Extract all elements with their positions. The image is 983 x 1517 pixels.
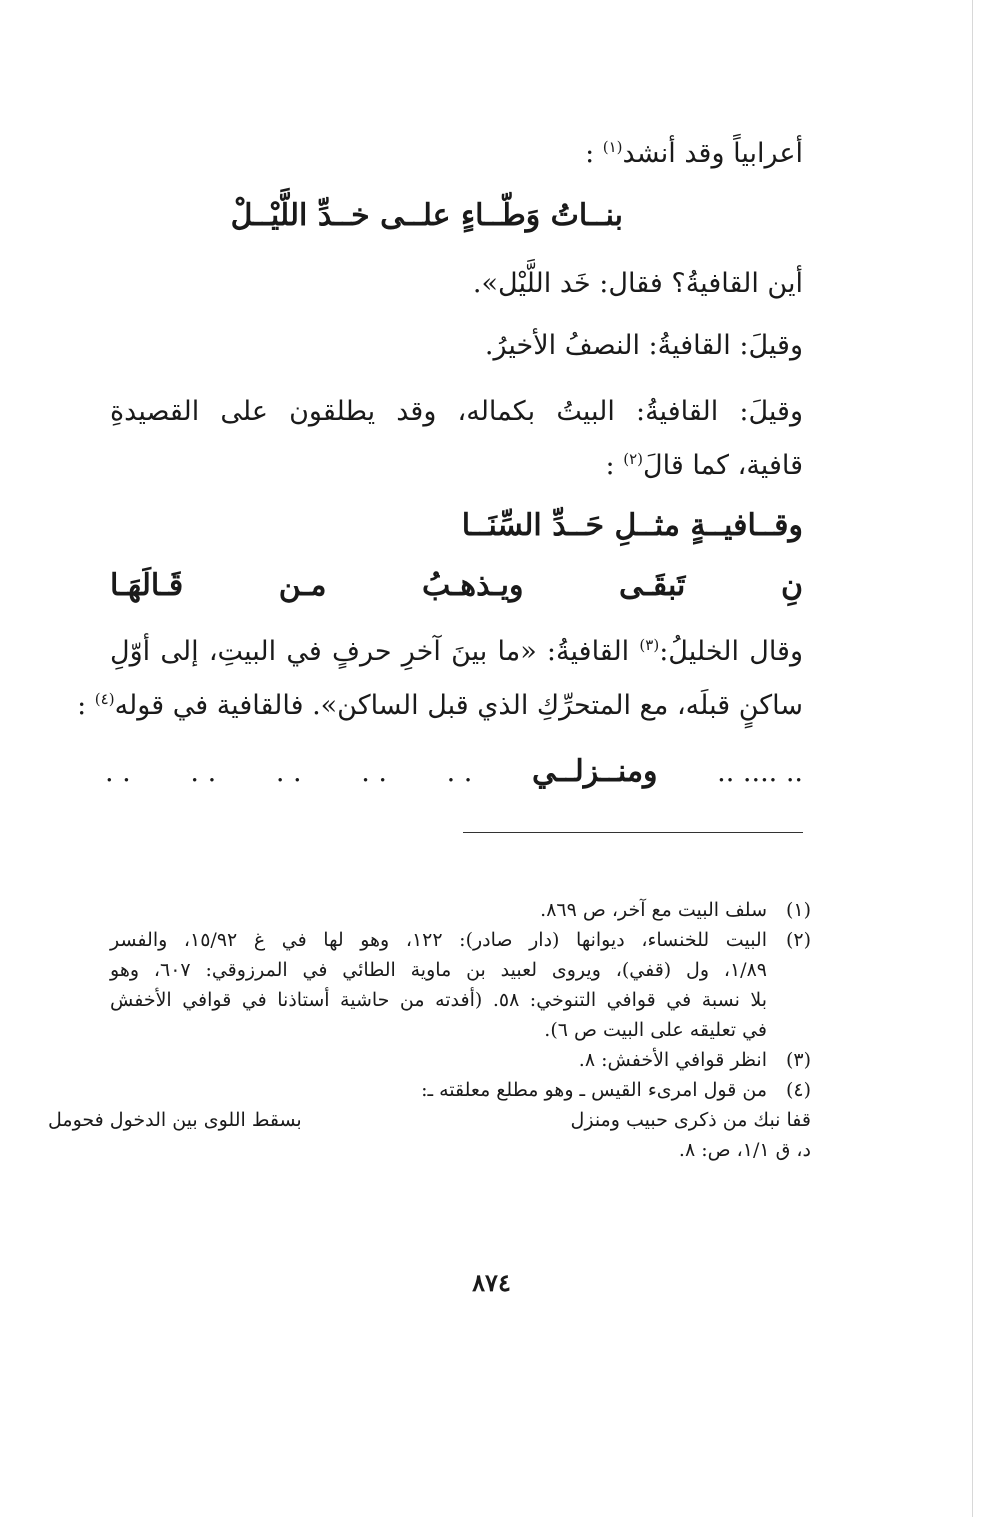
verse-1: بنــاتُ وَطّــاءٍ علــى خــدِّ اللَّيْــلْ [230, 198, 623, 233]
footnote-3 [110, 1045, 811, 1075]
body-line-9 [110, 632, 803, 672]
dotted-verse-dots: . . [361, 757, 387, 788]
dotted-verse-dots: . . [190, 757, 217, 788]
footnote-ref-1: (١) [602, 138, 623, 156]
footnote-2 [110, 925, 811, 1045]
footnote-1 [110, 895, 811, 925]
dotted-verse-dots: . . [275, 757, 302, 788]
body-line-3: أين القافيةُ؟ فقال: خَد اللَّيْل». [472, 268, 803, 299]
footnote-reference: د، ق ١/١، ص: ٨. [678, 1139, 811, 1161]
body-line-1-tail: : [585, 138, 603, 169]
dotted-verse-word: ومنــزلــي [532, 754, 658, 789]
footnote-number: (٢) [785, 929, 811, 951]
footnote-line: البيت للخنساء، ديوانها (دار صادر): ١٢٢، وهو لها في غ ١٥/٩٢، والفسر [110, 929, 767, 951]
footnote-ref-4: (٤) [94, 690, 115, 708]
dotted-verse-dots: . . [446, 757, 473, 788]
dotted-verse-dots-right: .. .... .. [717, 757, 803, 788]
footnote-separator [463, 832, 803, 833]
body-line-6 [110, 446, 803, 486]
footnote-line: بلا نسبة في قوافي التنوخي: ٥٨. (أفدته من حاشية أستاذنا في قوافي الأخفش [110, 989, 767, 1011]
body-line-9-post: القافيةُ: «ما بينَ آخرِ حرفٍ في البيتِ، إلى أوّلِ [110, 636, 640, 667]
footnote-line: انظر قوافي الأخفش: ٨. [578, 1049, 767, 1071]
footnote-poem [48, 1105, 811, 1135]
footnote-4 [48, 1075, 811, 1165]
footnote-number: (٤) [785, 1079, 811, 1101]
verse-3: نِ تَبقَـى ويـذهـبُ مـن قَـالَهَـا [110, 568, 803, 603]
footnote-line: في تعليقه على البيت ص ٦). [544, 1019, 767, 1041]
dotted-verse-dots: . . [105, 757, 131, 788]
body-line-6-text: قافية، كما قالَ [643, 450, 803, 481]
poem-hemistich-2: بسقط اللوى بين الدخول فحومل [48, 1109, 302, 1131]
body-line-10 [77, 686, 803, 726]
footnote-line: سلف البيت مع آخر، ص ٨٦٩. [540, 899, 767, 921]
verse-2: وقــافيــةٍ مثــلِ حَــدِّ السِّنَــا [461, 508, 803, 543]
footnote-number: (٣) [785, 1049, 811, 1071]
footnotes [48, 895, 811, 1165]
footnote-line: من قول امرىء القيس ـ وهو مطلع معلقته ـ: [421, 1079, 767, 1101]
footnote-line: ١/٨٩، ول (قفي)، ويروى لعبيد بن ماوية الطائي في المرزوقي: ٦٠٧، وهو [110, 959, 767, 981]
body-line-9-pre: وقال الخليلُ: [659, 636, 803, 667]
footnote-number: (١) [785, 899, 811, 921]
page-number: ٨٧٤ [472, 1268, 511, 1297]
body-line-4: وقيلَ: القافيةُ: النصفُ الأخيرُ. [484, 330, 803, 361]
dotted-verse [105, 752, 803, 792]
body-line-5: وقيلَ: القافيةُ: البيتُ بكماله، وقد يطلقون على القصيدةِ [110, 396, 803, 427]
footnote-ref-2: (٢) [623, 450, 644, 468]
body-line-10-tail: : [77, 690, 95, 721]
poem-hemistich-1: قفا نبك من ذكرى حبيب ومنزل [570, 1109, 811, 1131]
footnote-ref-3: (٣) [639, 636, 660, 654]
body-line-1-text: أعرابياً وقد أنشد [622, 138, 803, 169]
body-line-10-text: ساكنٍ قبلَه، مع المتحرِّكِ الذي قبل الساكن». فالقافية في قوله [114, 690, 803, 721]
body-line-6-tail: : [605, 450, 624, 481]
body-line-1 [110, 134, 803, 174]
